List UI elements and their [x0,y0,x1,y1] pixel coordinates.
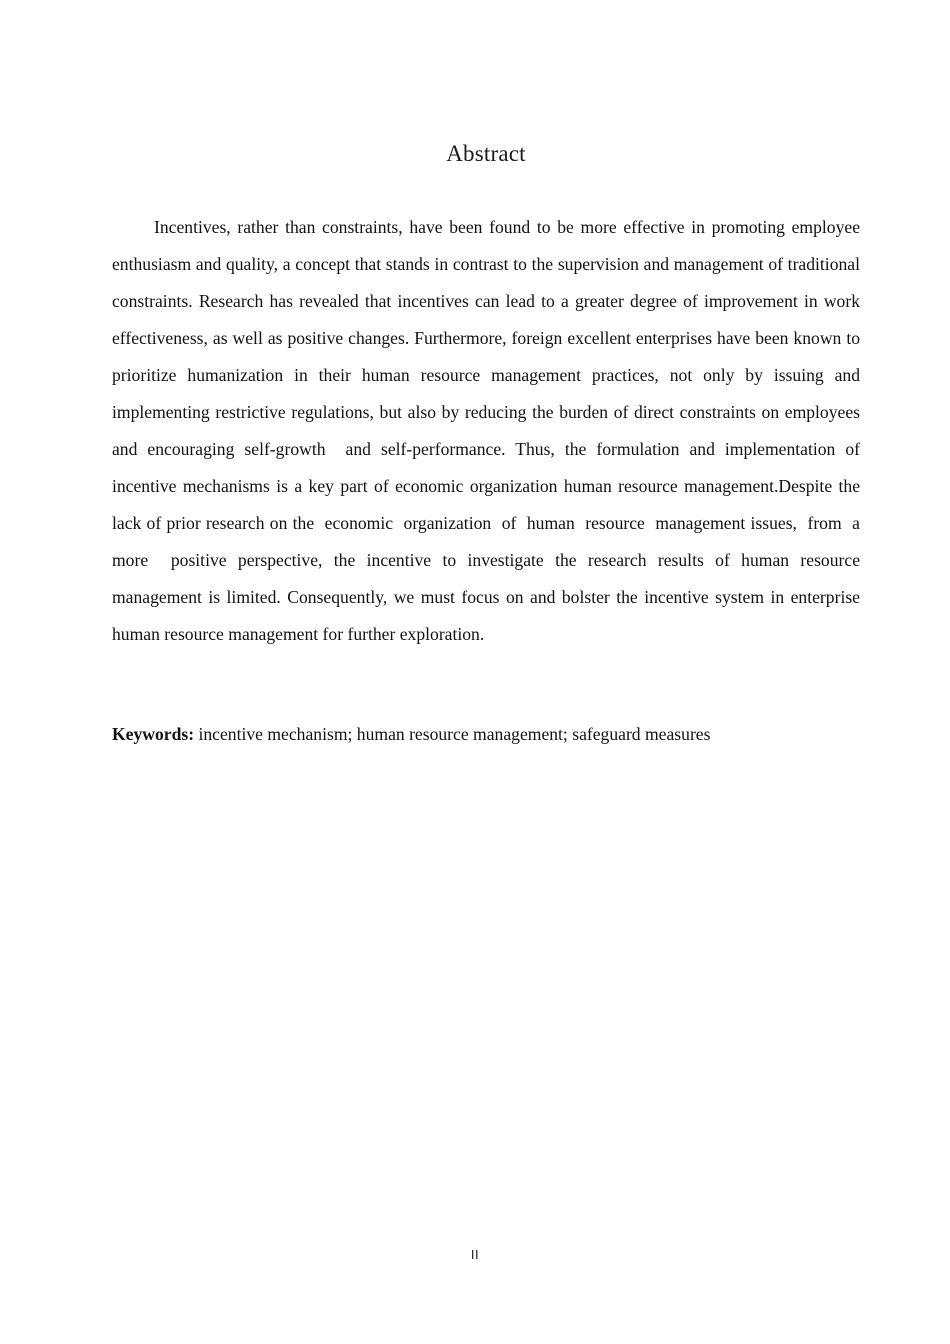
keywords-line [112,720,860,748]
abstract-body [112,209,869,653]
page-number-footer: II [470,1247,480,1262]
keywords-label: Keywords: [112,724,195,744]
page-title: Abstract [446,141,526,167]
abstract-paragraph: Incentives, rather than constraints, have been found to be more effective in promoting employee enthusiasm and quality, a concept that stands in contrast to the supervision and management of traditional constraints. Research has revealed that incentives can lead to a greater degree of improvement in work effectiveness, as well as positive changes. Furthermore, foreign excellent enterprises have been known to prioritize humanization in their human resource management practices, not only by issuing and implementing restrictive regulations, but also by reducing the burden of direct constraints on employees and encouraging self-growth and self-performance. Thus, the formulation and implementation of incentive mechanisms is a key part of economic organization human resource management.Despite the lack of prior research on the economic organization of human resource management issues, from a more positive perspective, the incentive to investigate the research results of human resource management is limited. Consequently, we must focus on and bolster the incentive system in enterprise human resource management for further exploration. [112,217,869,644]
keywords-value: incentive mechanism; human resource management; safeguard measures [194,724,711,744]
